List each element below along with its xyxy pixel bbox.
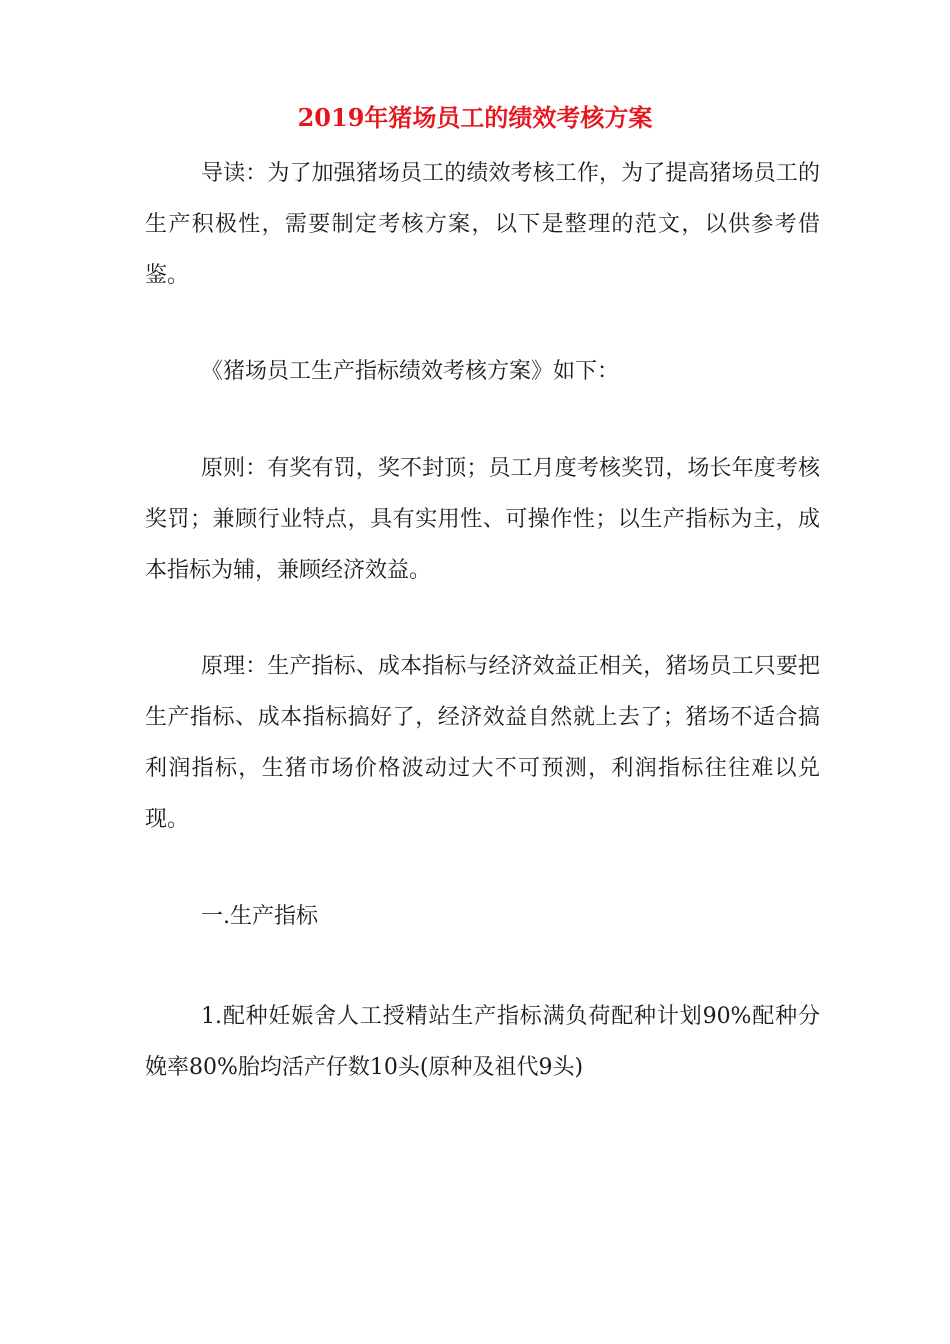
principle-paragraph: 原则：有奖有罚，奖不封顶；员工月度考核奖罚，场长年度考核奖罚；兼顾行业特点，具有实用性、可操作性；以生产指标为主，成本指标为辅，兼顾经济效益。 [145, 456, 820, 583]
intro-paragraph: 导读：为了加强猪场员工的绩效考核工作，为了提高猪场员工的生产积极性，需要制定考核方案，以下是整理的范文，以供参考借鉴。 [145, 161, 820, 288]
list-item: 1.配种妊娠舍人工授精站生产指标满负荷配种计划90%配种分娩率80%胎均活产仔数10头(原种及祖代9头) [145, 1004, 820, 1080]
document-title: 2019年猪场员工的绩效考核方案 [297, 103, 653, 132]
theory-paragraph: 原理：生产指标、成本指标与经济效益正相关，猪场员工只要把生产指标、成本指标搞好了，经济效益自然就上去了；猪场不适合搞利润指标，生猪市场价格波动过大不可预测，利润指标往往难以兑现。 [145, 654, 820, 832]
section-heading: 一.生产指标 [201, 904, 318, 929]
reference-paragraph: 《猪场员工生产指标绩效考核方案》如下： [201, 359, 620, 384]
